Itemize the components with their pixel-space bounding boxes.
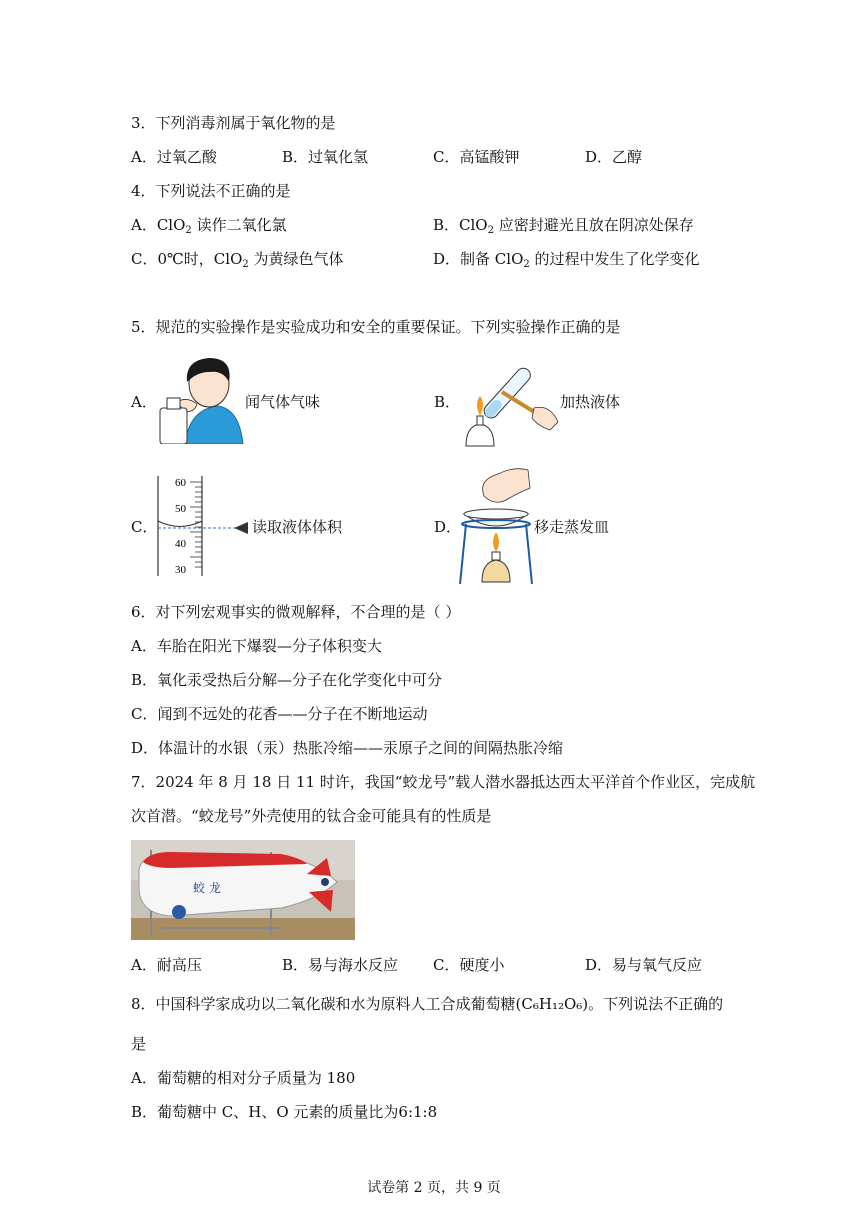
q4-option-a: A．ClO$_2$ 读作二氧化氯 bbox=[131, 216, 287, 236]
tick-30: 30 bbox=[175, 564, 186, 576]
q5-label-a: 闻气体气味 bbox=[245, 393, 321, 411]
q4-stem: 4．下列说法不正确的是 bbox=[131, 182, 291, 200]
q3-option-a: A．过氧乙酸 bbox=[131, 148, 217, 166]
q4-option-c: C．0℃时，ClO$_2$ 为黄绿色气体 bbox=[131, 250, 344, 270]
q5-label-d: 移走蒸发皿 bbox=[534, 518, 610, 536]
evaporating-dish-illustration bbox=[458, 466, 534, 586]
q6-option-b: B．氧化汞受热后分解—分子在化学变化中可分 bbox=[131, 671, 443, 689]
q5-letter-c: C． bbox=[131, 518, 158, 536]
q5-label-c: 读取液体体积 bbox=[252, 518, 343, 536]
q3-stem: 3．下列消毒剂属于氧化物的是 bbox=[131, 114, 336, 132]
q5-label-b: 加热液体 bbox=[560, 393, 621, 411]
q8-option-b: B．葡萄糖中 C、H、O 元素的质量比为6:1:8 bbox=[131, 1103, 438, 1121]
q7-stem-line1: 7．2024 年 8 月 18 日 11 时许，我国“蛟龙号”载人潜水器抵达西太平洋首个作业区，完成航 bbox=[131, 773, 756, 791]
q5-letter-b: B． bbox=[434, 393, 461, 411]
glucose-formula: (C₆H₁₂O₆) bbox=[515, 995, 589, 1013]
page-footer: 试卷第 2 页，共 9 页 bbox=[367, 1180, 501, 1196]
q4-option-d: D．制备 ClO$_2$ 的过程中发生了化学变化 bbox=[433, 250, 700, 270]
q7-option-b: B．易与海水反应 bbox=[282, 956, 399, 974]
heating-liquid-illustration bbox=[458, 356, 560, 450]
q5-letter-d: D． bbox=[434, 518, 462, 536]
q7-option-d: D．易与氧气反应 bbox=[585, 956, 703, 974]
q4-option-b: B．ClO$_2$ 应密封避光且放在阴凉处保存 bbox=[433, 216, 694, 236]
smelling-gas-illustration bbox=[157, 352, 245, 444]
q5-stem: 5．规范的实验操作是实验成功和安全的重要保证。下列实验操作正确的是 bbox=[131, 318, 621, 336]
graduated-cylinder-illustration bbox=[150, 472, 250, 580]
q8-option-a: A．葡萄糖的相对分子质量为 180 bbox=[131, 1069, 356, 1087]
submarine-name: 蛟 龙 bbox=[193, 881, 221, 895]
tick-60: 60 bbox=[175, 477, 186, 489]
jiaolong-submarine-photo bbox=[131, 840, 355, 940]
q8-stem-line1: 8．中国科学家成功以二氧化碳和水为原料人工合成葡萄糖(C₆H₁₂O₆)。下列说法不正确的 bbox=[131, 995, 724, 1013]
q7-option-a: A．耐高压 bbox=[131, 956, 202, 974]
q6-option-a: A．车胎在阳光下爆裂—分子体积变大 bbox=[131, 637, 382, 655]
tick-50: 50 bbox=[175, 503, 186, 515]
q7-option-c: C．硬度小 bbox=[433, 956, 505, 974]
q3-option-b: B．过氧化氢 bbox=[282, 148, 369, 166]
q3-option-c: C．高锰酸钾 bbox=[433, 148, 520, 166]
tick-40: 40 bbox=[175, 538, 186, 550]
q8-stem-line2: 是 bbox=[131, 1035, 147, 1053]
q6-option-c: C．闻到不远处的花香——分子在不断地运动 bbox=[131, 705, 428, 723]
q6-stem: 6．对下列宏观事实的微观解释，不合理的是（ ） bbox=[131, 603, 461, 621]
q3-option-d: D．乙醇 bbox=[585, 148, 643, 166]
q6-option-d: D．体温计的水银（汞）热胀冷缩——汞原子之间的间隔热胀冷缩 bbox=[131, 739, 564, 757]
q7-stem-line2: 次首潜。“蛟龙号”外壳使用的钛合金可能具有的性质是 bbox=[131, 807, 492, 825]
q5-letter-a: A． bbox=[131, 393, 157, 411]
